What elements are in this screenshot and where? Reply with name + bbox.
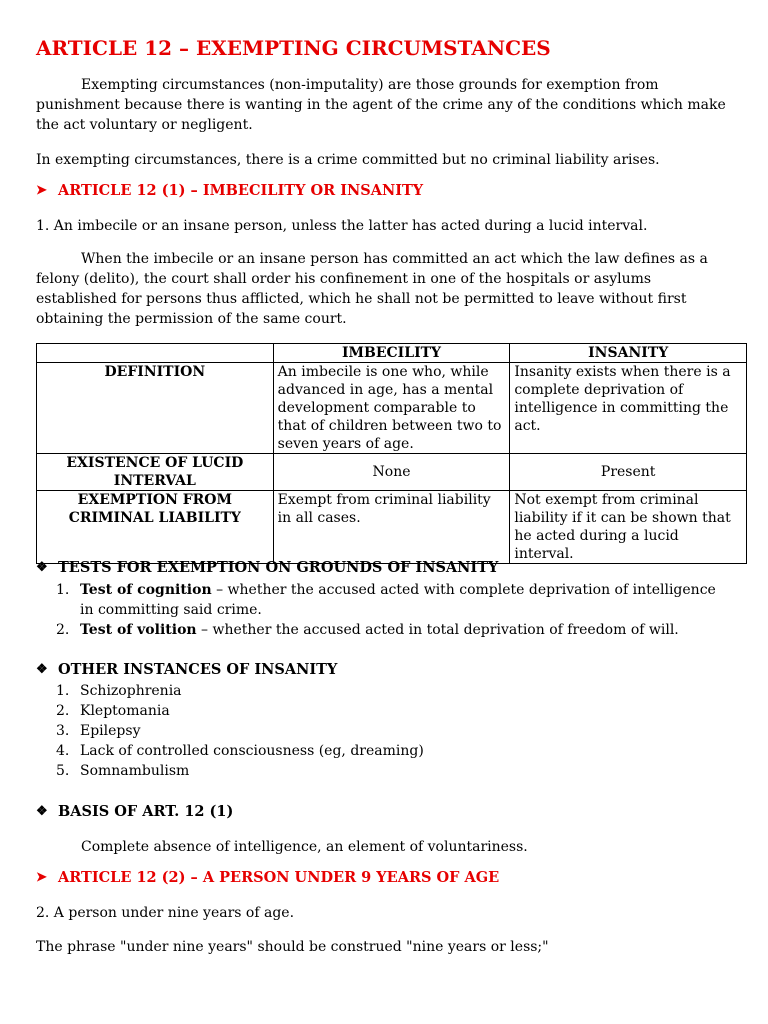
row-label-exemption: EXEMPTION FROM CRIMINAL LIABILITY: [37, 491, 274, 564]
list-item-number: 5.: [56, 763, 70, 779]
other-instances-list: [56, 681, 720, 781]
list-item-text: – whether the accused acted in total deprivation of freedom of will.: [196, 622, 679, 638]
list-item-text: Somnambulism: [80, 763, 190, 779]
table-row: [37, 363, 747, 454]
diamond-bullet-icon: ❖: [36, 662, 48, 677]
list-item-number: 2.: [56, 622, 70, 638]
arrow-bullet-icon: ➤: [36, 183, 47, 198]
list-item-number: 1.: [56, 582, 70, 598]
row-label-lucid-interval: EXISTENCE OF LUCID INTERVAL: [37, 454, 274, 491]
article-12-2-heading: [36, 869, 499, 886]
tests-heading: [36, 559, 498, 576]
list-item-text: Schizophrenia: [80, 683, 182, 699]
cell-insanity-exemption: Not exempt from criminal liability if it can be shown that he acted during a lucid interval.: [510, 491, 747, 564]
list-item-text: Lack of controlled consciousness (eg, dreaming): [80, 743, 424, 759]
list-item-text: Epilepsy: [80, 723, 141, 739]
list-item: [56, 620, 720, 640]
list-item-number: 1.: [56, 683, 70, 699]
list-item: [56, 761, 720, 781]
article-12-1-confinement-text: When the imbecile or an insane person has committed an act which the law defines as a felony (delito), the court shall order his confinement in one of the hospitals or asylums established for persons thus afflicted, which he shall not be permitted to leave without first obtaining the permission of the same court.: [36, 251, 708, 327]
table-row: [37, 454, 747, 491]
list-item-number: 3.: [56, 723, 70, 739]
column-header-insanity: INSANITY: [510, 344, 747, 363]
column-header-imbecility: IMBECILITY: [273, 344, 510, 363]
diamond-bullet-icon: ❖: [36, 560, 48, 575]
article-12-1-text: 1. An imbecile or an insane person, unless the latter has acted during a lucid interval.: [36, 218, 648, 234]
list-item-term: Test of cognition: [80, 582, 212, 598]
list-item: [56, 721, 720, 741]
article-12-1-heading: [36, 182, 423, 199]
page-title: ARTICLE 12 – EXEMPTING CIRCUMSTANCES: [36, 36, 551, 60]
other-instances-heading-text: OTHER INSTANCES OF INSANITY: [58, 661, 338, 678]
arrow-bullet-icon: ➤: [36, 870, 47, 885]
list-item: [56, 741, 720, 761]
list-item: [56, 701, 720, 721]
basis-heading-text: BASIS OF ART. 12 (1): [58, 803, 234, 820]
cell-imbecility-lucid-interval: None: [273, 454, 510, 491]
list-item-text: – whether the accused acted with complete deprivation of intelligence in committing said crime.: [80, 582, 716, 618]
table-corner-cell: [37, 344, 274, 363]
article-12-2-text: 2. A person under nine years of age.: [36, 905, 295, 921]
list-item-number: 4.: [56, 743, 70, 759]
article-12-1-heading-text: ARTICLE 12 (1) – IMBECILITY OR INSANITY: [58, 182, 424, 199]
tests-heading-text: TESTS FOR EXEMPTION ON GROUNDS OF INSANITY: [58, 559, 499, 576]
row-label-definition: DEFINITION: [37, 363, 274, 454]
list-item: [56, 580, 720, 620]
article-12-2-heading-text: ARTICLE 12 (2) – A PERSON UNDER 9 YEARS OF AGE: [58, 869, 500, 886]
cell-insanity-lucid-interval: Present: [510, 454, 747, 491]
intro-paragraph-2: In exempting circumstances, there is a crime committed but no criminal liability arises.: [36, 152, 660, 168]
basis-heading: [36, 803, 233, 820]
intro-paragraph-1: Exempting circumstances (non-imputality) are those grounds for exemption from punishment because there is wanting in the agent of the crime any of the conditions which make the act voluntary or negligent.: [36, 77, 726, 133]
diamond-bullet-icon: ❖: [36, 804, 48, 819]
article-12-2-phrase-text: The phrase "under nine years" should be construed "nine years or less;": [36, 939, 549, 955]
list-item-text: Kleptomania: [80, 703, 170, 719]
comparison-table: [36, 343, 747, 564]
other-instances-heading: [36, 661, 337, 678]
list-item: [56, 681, 720, 701]
table-header-row: [37, 344, 747, 363]
list-item-number: 2.: [56, 703, 70, 719]
cell-insanity-definition: Insanity exists when there is a complete deprivation of intelligence in committing the act.: [510, 363, 747, 454]
list-item-term: Test of volition: [80, 622, 197, 638]
tests-list: [56, 580, 720, 640]
cell-imbecility-exemption: Exempt from criminal liability in all cases.: [273, 491, 510, 564]
basis-text: Complete absence of intelligence, an element of voluntariness.: [81, 839, 528, 855]
table-row: [37, 491, 747, 564]
cell-imbecility-definition: An imbecile is one who, while advanced in age, has a mental development comparable to that of children between two to seven years of age.: [273, 363, 510, 454]
